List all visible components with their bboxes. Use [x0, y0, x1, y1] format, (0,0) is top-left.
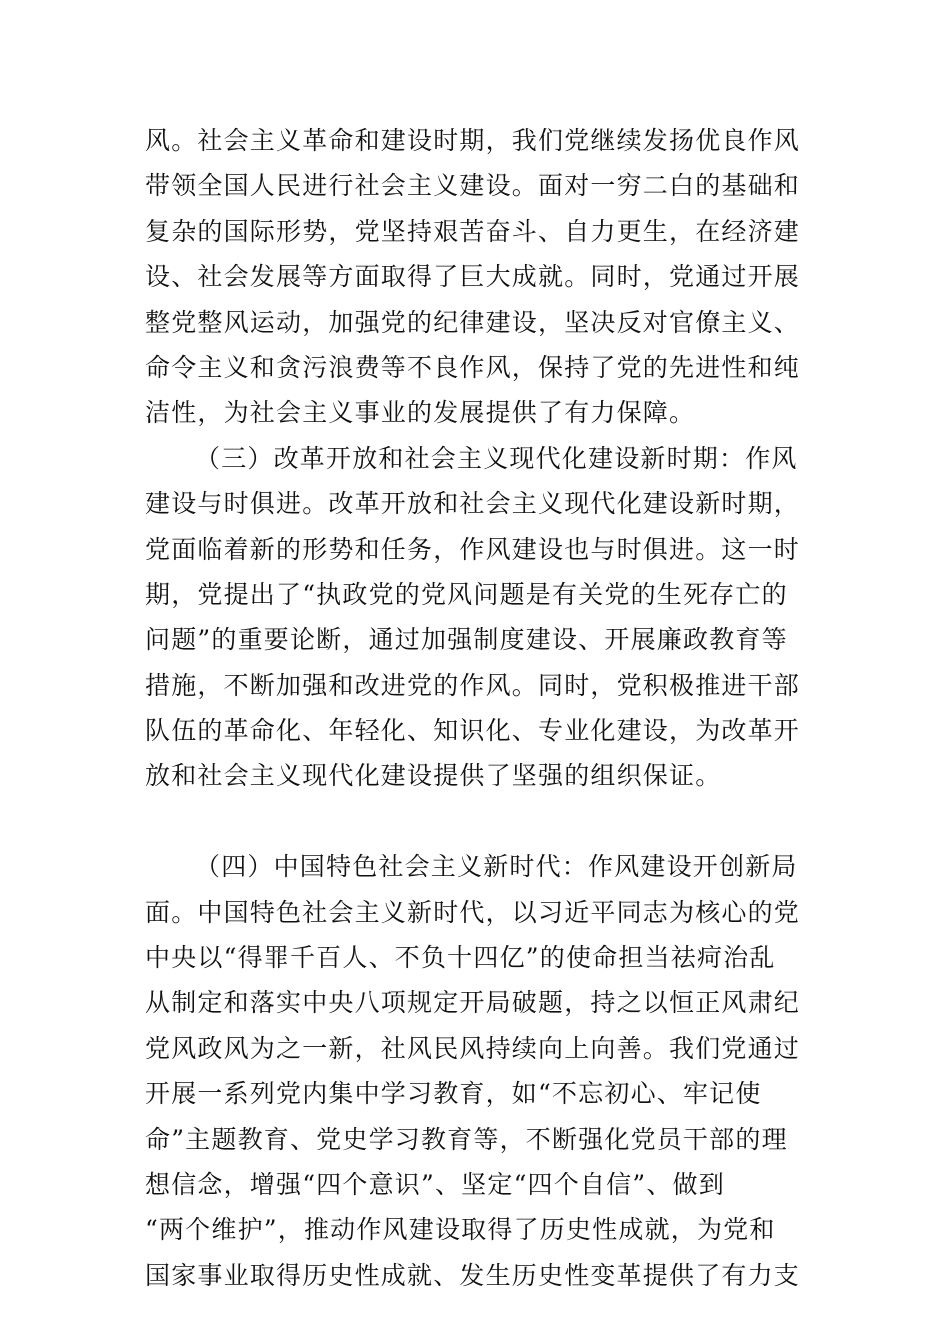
text-line: 党面临着新的形势和任务，作风建设也与时俱进。这一时	[145, 534, 801, 564]
text-line: 问题”的重要论断，通过加强制度建设、开展廉政教育等	[145, 625, 788, 655]
text-line: 命令主义和贪污浪费等不良作风，保持了党的先进性和纯	[145, 352, 801, 382]
text-line	[145, 799, 805, 844]
paragraph-2	[145, 436, 805, 845]
text-line: 带领全国人民进行社会主义建设。面对一穷二白的基础和	[145, 171, 801, 201]
paragraph-3	[145, 844, 805, 1298]
text-line: 放和社会主义现代化建设提供了坚强的组织保证。	[145, 761, 722, 791]
text-line: 期，党提出了“执政党的党风问题是有关党的生死存亡的	[145, 579, 788, 609]
section-heading-line: （四）中国特色社会主义新时代：作风建设开创新局	[195, 852, 798, 882]
text-line: 整党整风运动，加强党的纪律建设，坚决反对官僚主义、	[145, 307, 801, 337]
paragraph-1	[145, 118, 805, 436]
text-line: “两个维护”，推动作风建设取得了历史性成就，为党和	[145, 1215, 776, 1245]
section-heading-line: （三）改革开放和社会主义现代化建设新时期：作风	[195, 443, 798, 473]
text-line: 队伍的革命化、年轻化、知识化、专业化建设，为改革开	[145, 716, 801, 746]
text-line: 想信念，增强“四个意识”、坚定“四个自信”、做到	[145, 1169, 725, 1199]
text-line: 复杂的国际形势，党坚持艰苦奋斗、自力更生，在经济建	[145, 216, 801, 246]
text-line: 开展一系列党内集中学习教育，如“不忘初心、牢记使	[145, 1079, 762, 1109]
text-line: 中央以“得罪千百人、不负十四亿”的使命担当祛疴治乱	[145, 943, 776, 973]
text-line: 从制定和落实中央八项规定开局破题，持之以恒正风肃纪	[145, 988, 801, 1018]
text-line: 风。社会主义革命和建设时期，我们党继续发扬优良作风	[145, 126, 801, 155]
text-line: 建设与时俱进。改革开放和社会主义现代化建设新时期，	[145, 489, 801, 519]
text-line: 措施，不断加强和改进党的作风。同时，党积极推进干部	[145, 670, 801, 700]
text-line: 面。中国特色社会主义新时代，以习近平同志为核心的党	[145, 897, 801, 927]
text-line: 洁性，为社会主义事业的发展提供了有力保障。	[145, 398, 696, 428]
text-line: 设、社会发展等方面取得了巨大成就。同时，党通过开展	[145, 262, 801, 292]
document-page	[145, 118, 805, 1298]
text-line: 命”主题教育、党史学习教育等，不断强化党员干部的理	[145, 1124, 788, 1154]
text-line: 党风政风为之一新，社风民风持续向上向善。我们党通过	[145, 1033, 801, 1063]
text-line: 国家事业取得历史性成就、发生历史性变革提供了有力支	[145, 1260, 801, 1290]
